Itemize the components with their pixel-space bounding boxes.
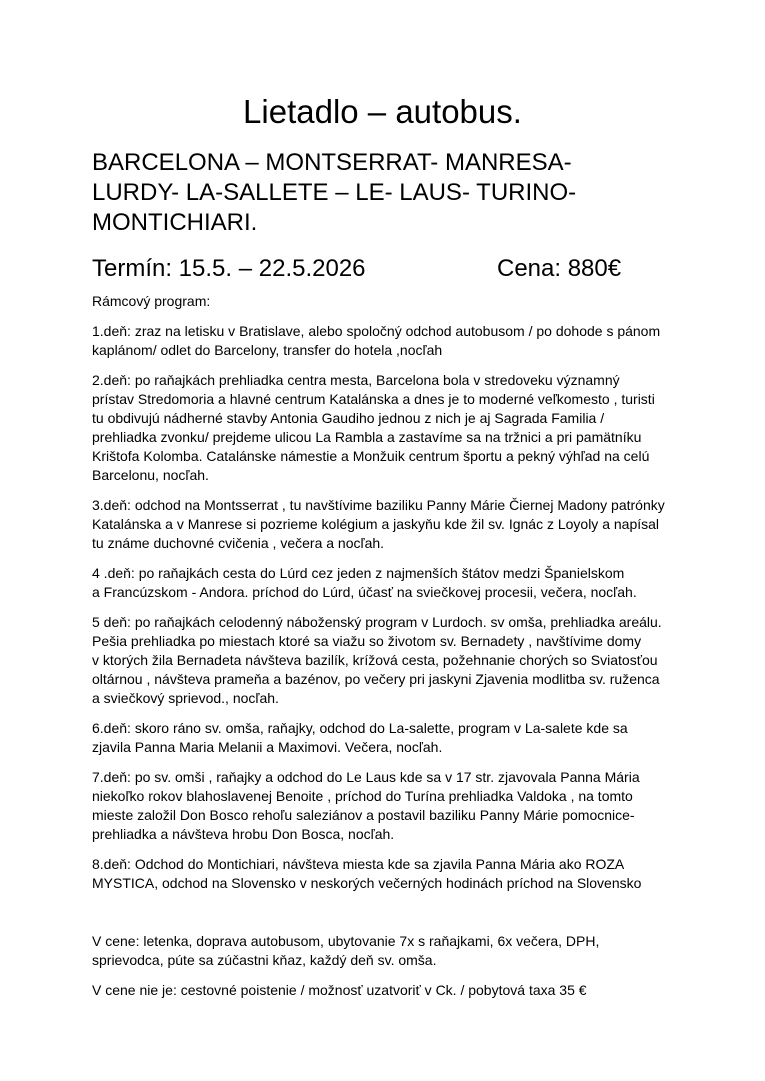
text-line: 7.deň: po sv. omši , raňajky a odchod do Le Laus kde sa v 17 str. zjavovala Panna Mária	[92, 769, 640, 785]
text-line: V cene: letenka, doprava autobusom, ubytovanie 7x s raňajkami, 6x večera, DPH,	[92, 933, 600, 949]
text-line: 8.deň: Odchod do Montichiari, návšteva miesta kde sa zjavila Panna Mária ako ROZA	[92, 856, 625, 872]
text-line: mieste založil Don Bosco rehoľu saleziánov a postavil baziliku Panny Márie pomocnice-	[92, 807, 635, 823]
day-2-paragraph	[92, 371, 682, 485]
text-line: niekoľko rokov blahoslavenej Benoite , príchod do Turína prehliadka Valdoka , na tomto	[92, 788, 633, 804]
text-line: Rámcový program:	[92, 293, 211, 309]
program-content	[92, 292, 682, 1011]
text-line: V cene nie je: cestovné poistenie / možnosť uzatvoriť v Ck. / pobytová taxa 35 €	[92, 982, 587, 998]
route-line: BARCELONA – MONTSERRAT- MANRESA-	[92, 149, 572, 176]
spacer	[92, 904, 682, 932]
text-line: Katalánska a v Manrese si pozrieme kolégium a jaskyňu kde žil sv. Ignác z Loyoly a napísal	[92, 516, 660, 532]
document-title: Lietadlo – autobus.	[243, 93, 522, 130]
trip-price: Cena: 880€	[497, 255, 622, 282]
text-line: tu obdivujú nádherné stavby Antonia Gaudiho jednou z nich je aj Sagrada Familia /	[92, 410, 605, 426]
text-line: Krištofa Kolomba. Catalánske námestie a Monžuik centrum športu a pekný výhľad na celú	[92, 448, 650, 464]
day-8-paragraph	[92, 855, 682, 893]
day-5-paragraph	[92, 613, 682, 708]
text-line: 6.deň: skoro ráno sv. omša, raňajky, odchod do La-salette, program v La-salete kde sa	[92, 720, 628, 736]
text-line: zjavila Panna Maria Melanii a Maximovi. Večera, nocľah.	[92, 739, 443, 755]
text-line: prehliadka zvonku/ prejdeme ulicou La Rambla a zastavíme sa na tržnici a pri pamätníku	[92, 429, 642, 445]
text-line: sprievodca, púte sa zúčastni kňaz, každý deň sv. omša.	[92, 952, 437, 968]
route-heading	[92, 148, 692, 238]
text-line: 5 deň: po raňajkách celodenný náboženský program v Lurdoch. sv omša, prehliadka areálu.	[92, 614, 662, 630]
text-line: oltárnou , návšteva prameňa a bazénov, po večery pri jaskyni Zjavenia modlitba sv. ruženca	[92, 671, 660, 687]
program-intro	[92, 292, 682, 311]
day-7-paragraph	[92, 768, 682, 844]
text-line: kaplánom/ odlet do Barcelony, transfer do hotela ,nocľah	[92, 342, 443, 358]
day-3-paragraph	[92, 496, 682, 553]
text-line: 3.deň: odchod na Montsserrat , tu navštívime baziliku Panny Márie Čiernej Madony patrónky	[92, 497, 665, 513]
text-line: a Francúzskom - Andora. príchod do Lúrd, účasť na sviečkovej procesii, večera, nocľah.	[92, 584, 637, 600]
day-4-paragraph	[92, 564, 682, 602]
text-line: Barcelonu, nocľah.	[92, 467, 209, 483]
text-line: Pešia prehliadka po miestach ktoré sa viažu so životom sv. Bernadety , navštívime domy	[92, 633, 642, 649]
text-line: 2.deň: po raňajkách prehliadka centra mesta, Barcelona bola v stredoveku významný	[92, 372, 620, 388]
text-line: a sviečkový sprievod., nocľah.	[92, 690, 279, 706]
text-line: v ktorých žila Bernadeta návšteva bazilík, krížová cesta, požehnanie chorých so Sviatosťou	[92, 652, 658, 668]
text-line: 4 .deň: po raňajkách cesta do Lúrd cez jeden z najmenších štátov medzi Španielskom	[92, 565, 625, 581]
text-line: MYSTICA, odchod na Slovensko v neskorých večerných hodinách príchod na Slovensko	[92, 875, 642, 891]
trip-term: Termín: 15.5. – 22.5.2026	[92, 255, 366, 282]
day-1-paragraph	[92, 322, 682, 360]
route-line: LURDY- LA-SALLETE – LE- LAUS- TURINO-	[92, 179, 577, 206]
text-line: 1.deň: zraz na letisku v Bratislave, alebo spoločný odchod autobusom / po dohode s pánom	[92, 323, 661, 339]
price-includes-paragraph	[92, 932, 682, 970]
text-line: prístav Stredomoria a hlavné centrum Katalánska a dnes je to moderné veľkomesto , turisti	[92, 391, 655, 407]
text-line: tu známe duchovné cvičenia , večera a nocľah.	[92, 535, 385, 551]
day-6-paragraph	[92, 719, 682, 757]
route-line: MONTICHIARI.	[92, 209, 258, 236]
price-excludes-paragraph	[92, 981, 682, 1000]
text-line: prehliadka a návšteva hrobu Don Bosca, nocľah.	[92, 826, 395, 842]
